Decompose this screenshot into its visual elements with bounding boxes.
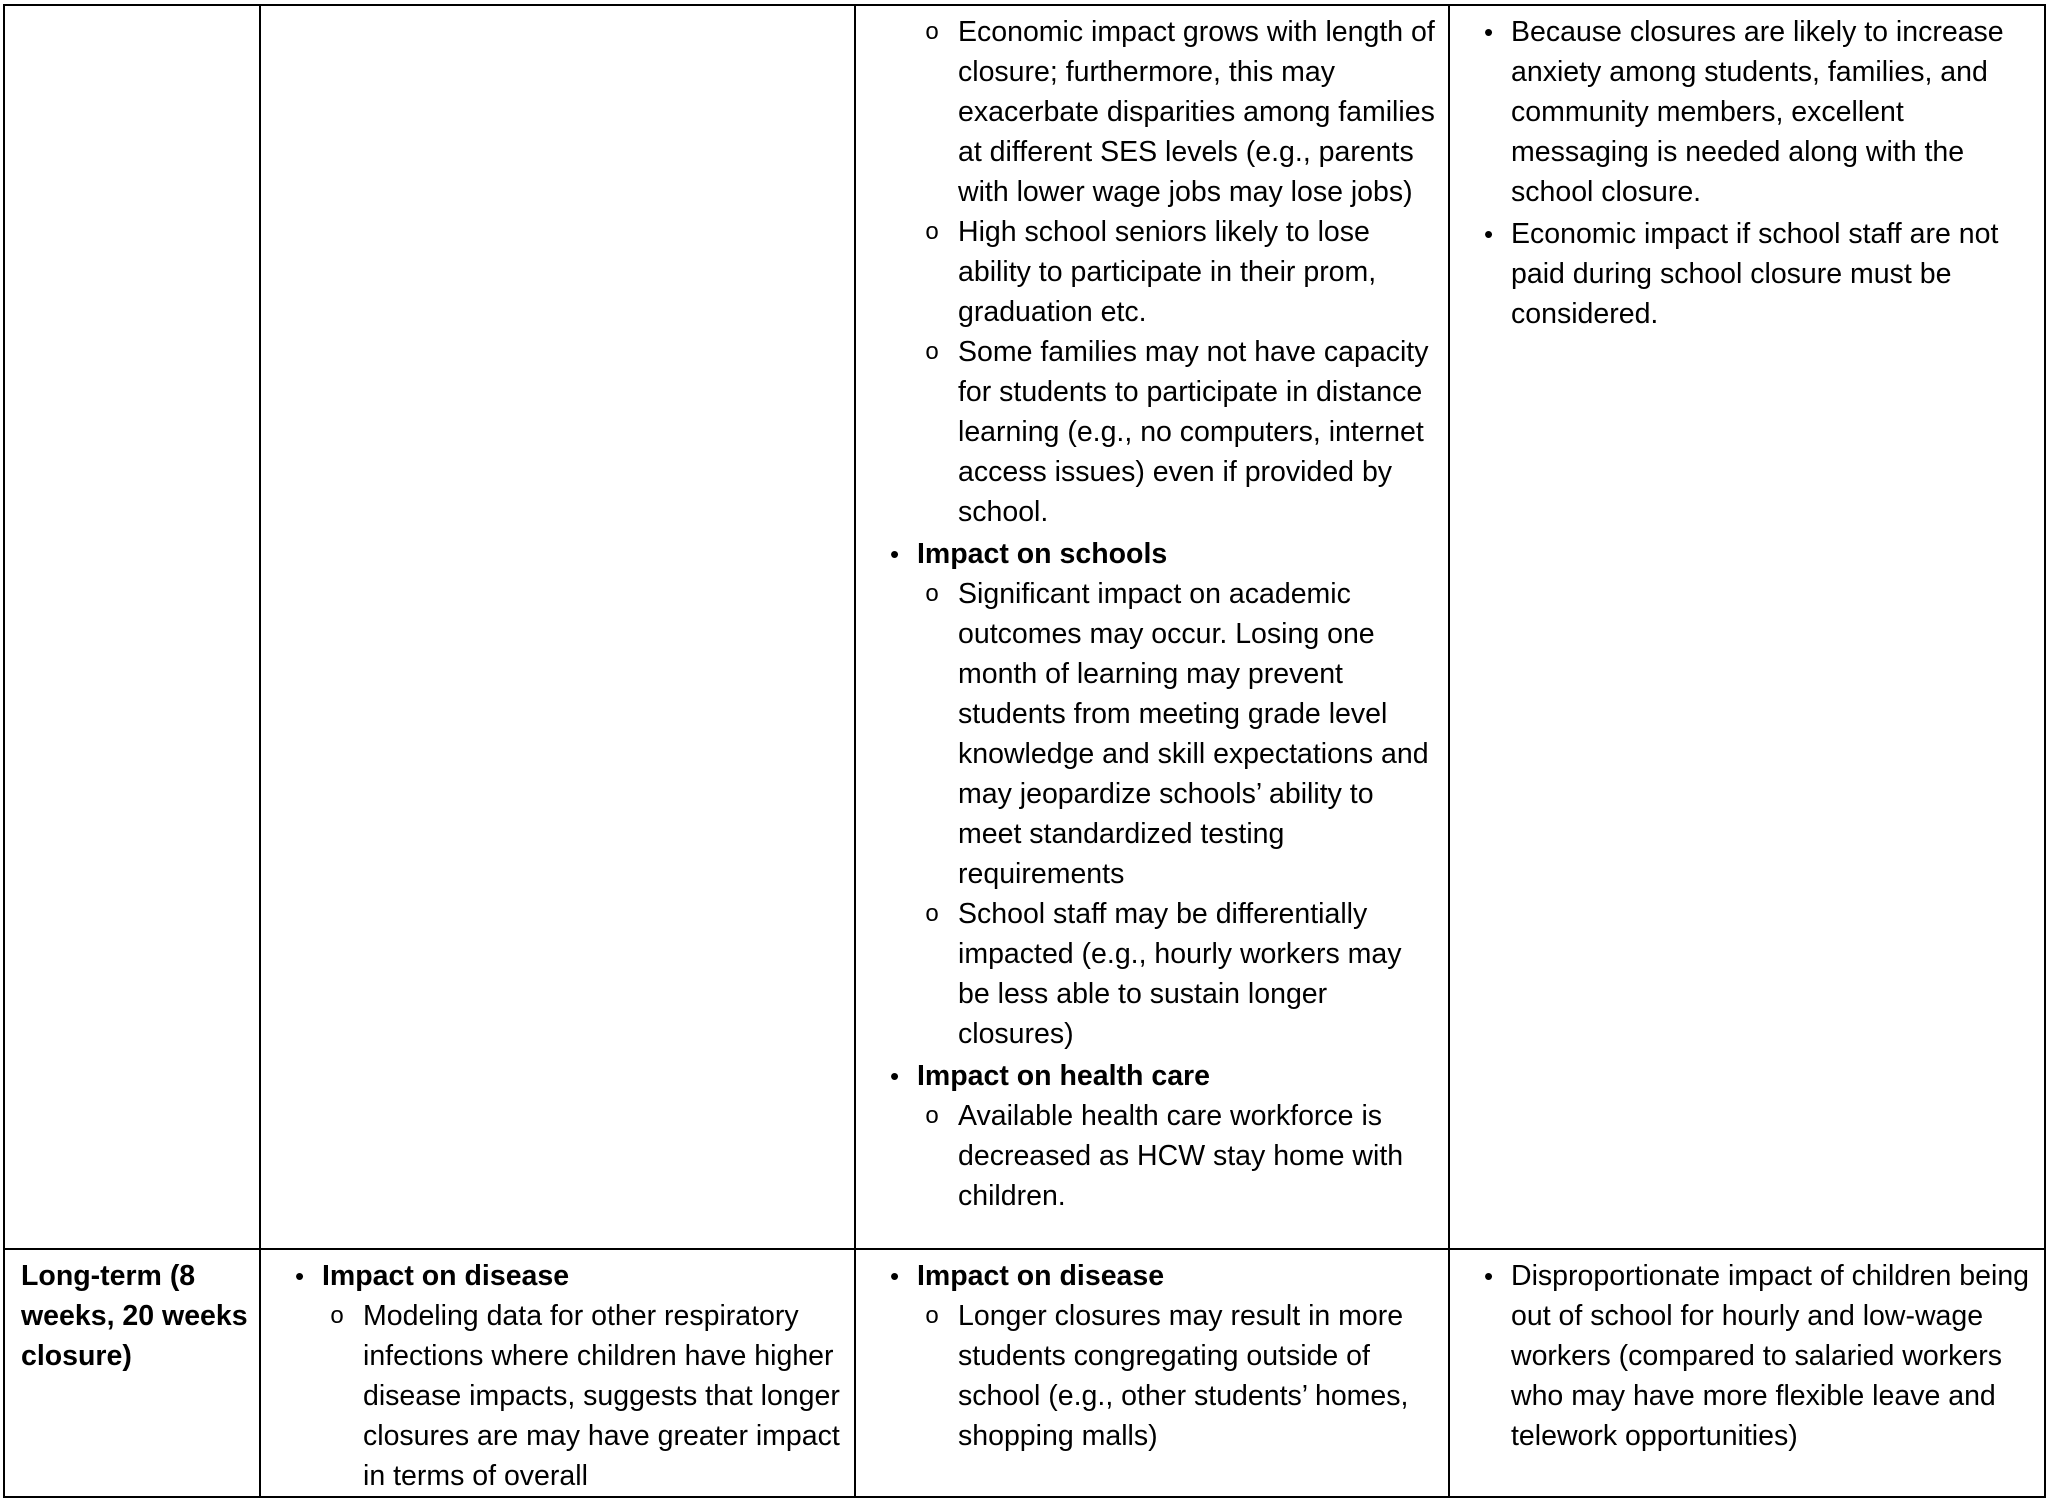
- item-text: Because closures are likely to increase anxiety among students, families, and community members, excellent messaging is needed along with the school closure.: [1511, 16, 2004, 208]
- col2-long-term-list: [277, 1256, 844, 1496]
- comparison-table: [3, 4, 2046, 1498]
- bullet-icon: •: [1483, 17, 1494, 47]
- list-item-impact-on-schools: [872, 534, 1438, 1054]
- sub-list-item: [917, 212, 1438, 332]
- sub-item-text: School staff may be differentially impacted (e.g., hourly workers may be less able to sustain longer closures): [958, 898, 1402, 1050]
- sub-bullet-icon: o: [925, 338, 939, 365]
- sub-bullet-icon: o: [925, 1302, 939, 1329]
- section-heading: Impact on disease: [322, 1260, 570, 1292]
- health-care-subitems: [917, 1096, 1438, 1216]
- sub-list-item: [917, 332, 1438, 532]
- sub-list-item: [917, 1296, 1438, 1456]
- sub-item-text: Some families may not have capacity for students to participate in distance learning (e.g., no computers, internet access issues) even if provided by school.: [958, 336, 1429, 528]
- list-item: [1466, 12, 2034, 212]
- continued-subitems: [917, 12, 1438, 532]
- list-item-impact-on-health-care: [872, 1056, 1438, 1216]
- cell-col2-empty: [260, 5, 855, 1249]
- cell-col3-continued: [855, 5, 1449, 1249]
- disease-subitems: [917, 1296, 1438, 1456]
- list-item-impact-on-disease: [872, 1256, 1438, 1456]
- list-item: [1466, 214, 2034, 334]
- sub-bullet-icon: o: [330, 1302, 344, 1329]
- cell-col4-continued: [1449, 5, 2045, 1249]
- sub-bullet-icon: o: [925, 580, 939, 607]
- sub-bullet-icon: o: [925, 18, 939, 45]
- cell-col2-long-term: [260, 1249, 855, 1497]
- cell-col4-long-term: [1449, 1249, 2045, 1497]
- col4-long-term-list: [1466, 1256, 2034, 1456]
- list-item-continued-parent: [872, 12, 1438, 532]
- col3-long-term-list: [872, 1256, 1438, 1456]
- bullet-icon: •: [889, 1261, 900, 1291]
- section-heading: Impact on health care: [917, 1060, 1211, 1092]
- cell-timeframe-empty: [4, 5, 260, 1249]
- sub-item-text: Modeling data for other respiratory infections where children have higher disease impacts, suggests that longer closures are may have greater impact in terms of overall: [363, 1300, 840, 1492]
- sub-list-item: [322, 1296, 844, 1496]
- sub-item-text: High school seniors likely to lose ability to participate in their prom, graduation etc.: [958, 216, 1377, 328]
- item-text: Economic impact if school staff are not paid during school closure must be considered.: [1511, 218, 1999, 330]
- sub-item-text: Significant impact on academic outcomes may occur. Losing one month of learning may prevent students from meeting grade level knowledge and skill expectations and may jeopardize schools’ ability to meet standardized testing requirements: [958, 578, 1429, 890]
- sub-bullet-icon: o: [925, 218, 939, 245]
- cell-col3-long-term: [855, 1249, 1449, 1497]
- sub-item-text: Available health care workforce is decreased as HCW stay home with children.: [958, 1100, 1404, 1212]
- sub-bullet-icon: o: [925, 900, 939, 927]
- table-row-long-term: [4, 1249, 2045, 1497]
- sub-bullet-icon: o: [925, 1102, 939, 1129]
- table-row-continued: [4, 5, 2045, 1249]
- col4-continued-list: [1466, 12, 2034, 334]
- sub-list-item: [917, 12, 1438, 212]
- section-heading: Impact on disease: [917, 1260, 1165, 1292]
- bullet-icon: •: [1483, 219, 1494, 249]
- bullet-icon: •: [294, 1261, 305, 1291]
- list-item: [1466, 1256, 2034, 1456]
- sub-list-item: [917, 894, 1438, 1054]
- disease-subitems: [322, 1296, 844, 1496]
- section-heading: Impact on schools: [917, 538, 1168, 570]
- sub-list-item: [917, 1096, 1438, 1216]
- sub-item-text: Economic impact grows with length of closure; furthermore, this may exacerbate disparities among families at different SES levels (e.g., parents with lower wage jobs may lose jobs): [958, 16, 1435, 208]
- bullet-icon: •: [889, 539, 900, 569]
- list-item-impact-on-disease: [277, 1256, 844, 1496]
- sub-list-item: [917, 574, 1438, 894]
- row-label: Long-term (8 weeks, 20 weeks closure): [21, 1260, 248, 1372]
- col3-continued-list: [872, 12, 1438, 1216]
- schools-subitems: [917, 574, 1438, 1054]
- bullet-icon: •: [889, 1061, 900, 1091]
- bullet-icon: •: [1483, 1261, 1494, 1291]
- cell-timeframe-long-term: [4, 1249, 260, 1497]
- item-text: Disproportionate impact of children being out of school for hourly and low-wage workers (compared to salaried workers who may have more flexible leave and telework opportunities): [1511, 1260, 2030, 1452]
- sub-item-text: Longer closures may result in more students congregating outside of school (e.g., other students’ homes, shopping malls): [958, 1300, 1409, 1452]
